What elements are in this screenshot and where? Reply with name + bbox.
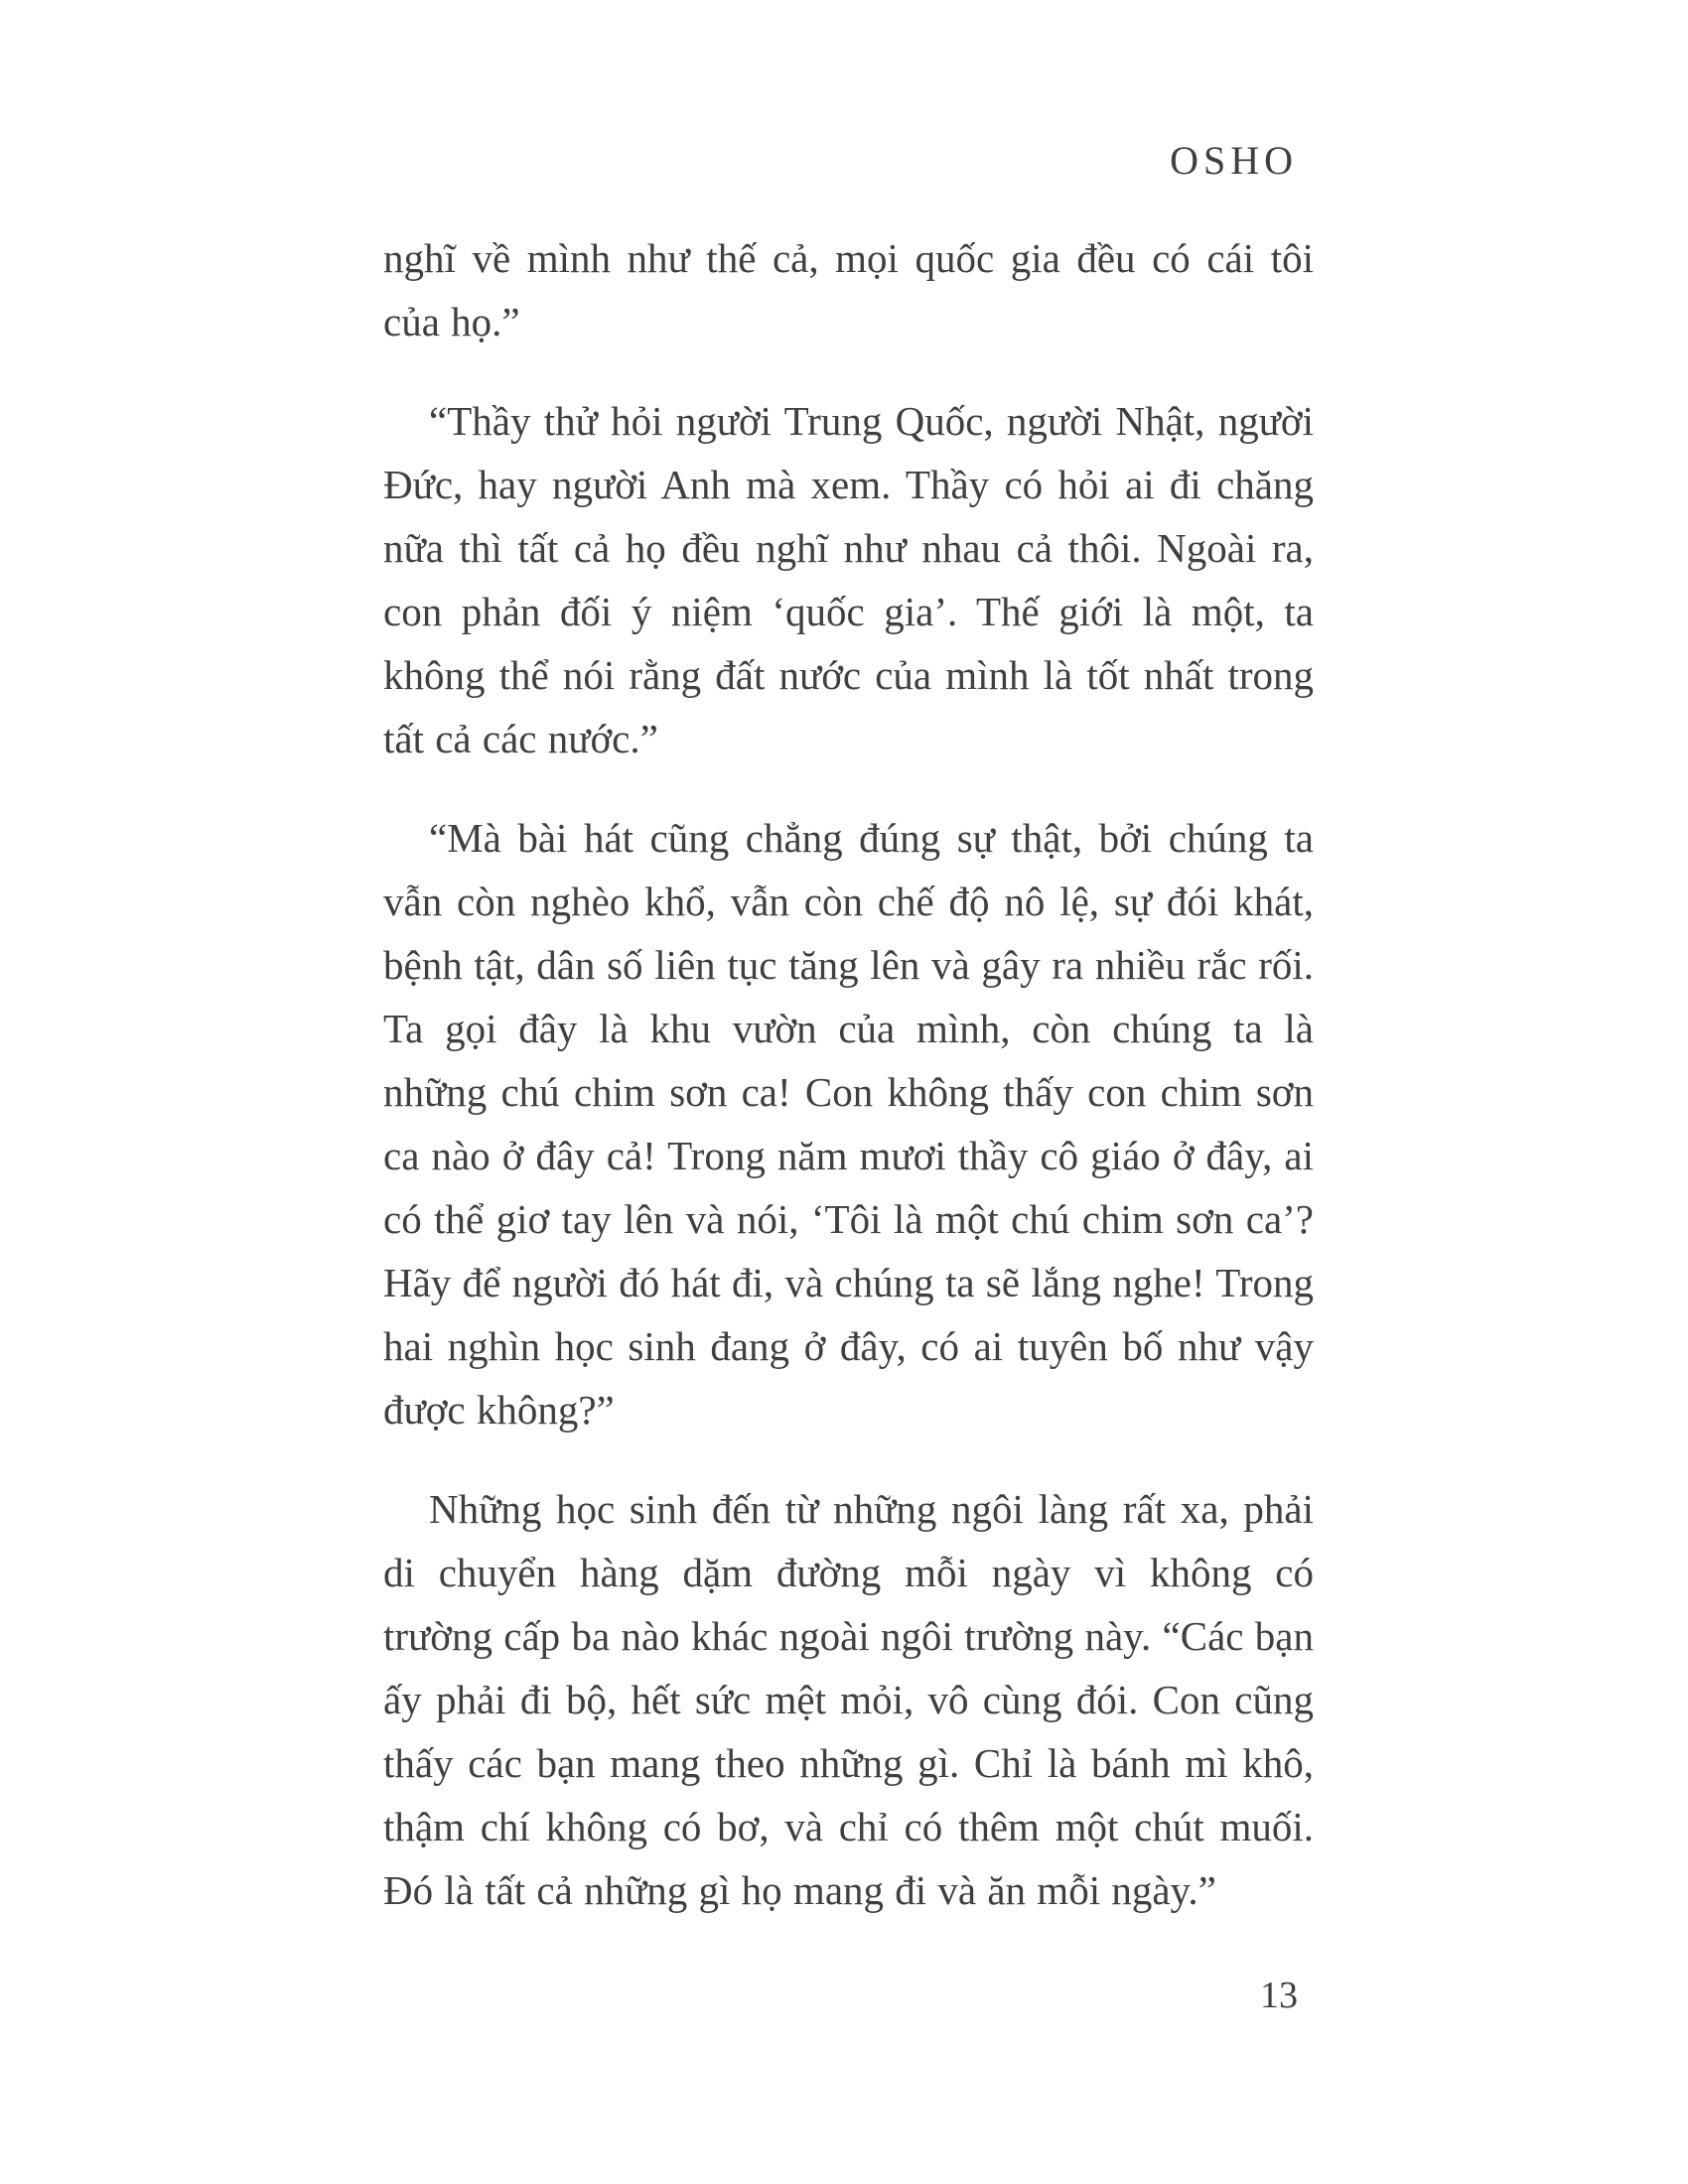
paragraph: “Thầy thử hỏi người Trung Quốc, người Nhật, người Đức, hay người Anh mà xem. Thầy có hỏi ai đi chăng nữa thì tất cả họ đều nghĩ như nhau cả thôi. Ngoài ra, con phản đối ý niệm ‘quốc gia’. Thế giới là một, ta không thể nói rằng đất nước của mình là tốt nhất trong tất cả các nước.”: [383, 398, 1314, 761]
paragraph: Những học sinh đến từ những ngôi làng rất xa, phải di chuyển hàng dặm đường mỗi ngày vì không có trường cấp ba nào khác ngoài ngôi trường này. “Các bạn ấy phải đi bộ, hết sức mệt mỏi, vô cùng đói. Con cũng thấy các bạn mang theo những gì. Chỉ là bánh mì khô, thậm chí không có bơ, và chỉ có thêm một chút muối. Đó là tất cả những gì họ mang đi và ăn mỗi ngày.”: [383, 1486, 1314, 1913]
page-number: 13: [1260, 1975, 1298, 2016]
paragraph: “Mà bài hát cũng chẳng đúng sự thật, bởi chúng ta vẫn còn nghèo khổ, vẫn còn chế độ nô lệ, sự đói khát, bệnh tật, dân số liên tục tăng lên và gây ra nhiều rắc rối. Ta gọi đây là khu vườn của mình, còn chúng ta là những chú chim sơn ca! Con không thấy con chim sơn ca nào ở đây cả! Trong năm mươi thầy cô giáo ở đây, ai có thể giơ tay lên và nói, ‘Tôi là một chú chim sơn ca’? Hãy để người đó hát đi, và chúng ta sẽ lắng nghe! Trong hai nghìn học sinh đang ở đây, có ai tuyên bố như vậy được không?”: [383, 815, 1314, 1433]
paragraph: nghĩ về mình như thế cả, mọi quốc gia đều có cái tôi của họ.”: [383, 235, 1314, 344]
page-body: [383, 226, 1314, 1958]
running-head: OSHO: [1170, 138, 1298, 183]
